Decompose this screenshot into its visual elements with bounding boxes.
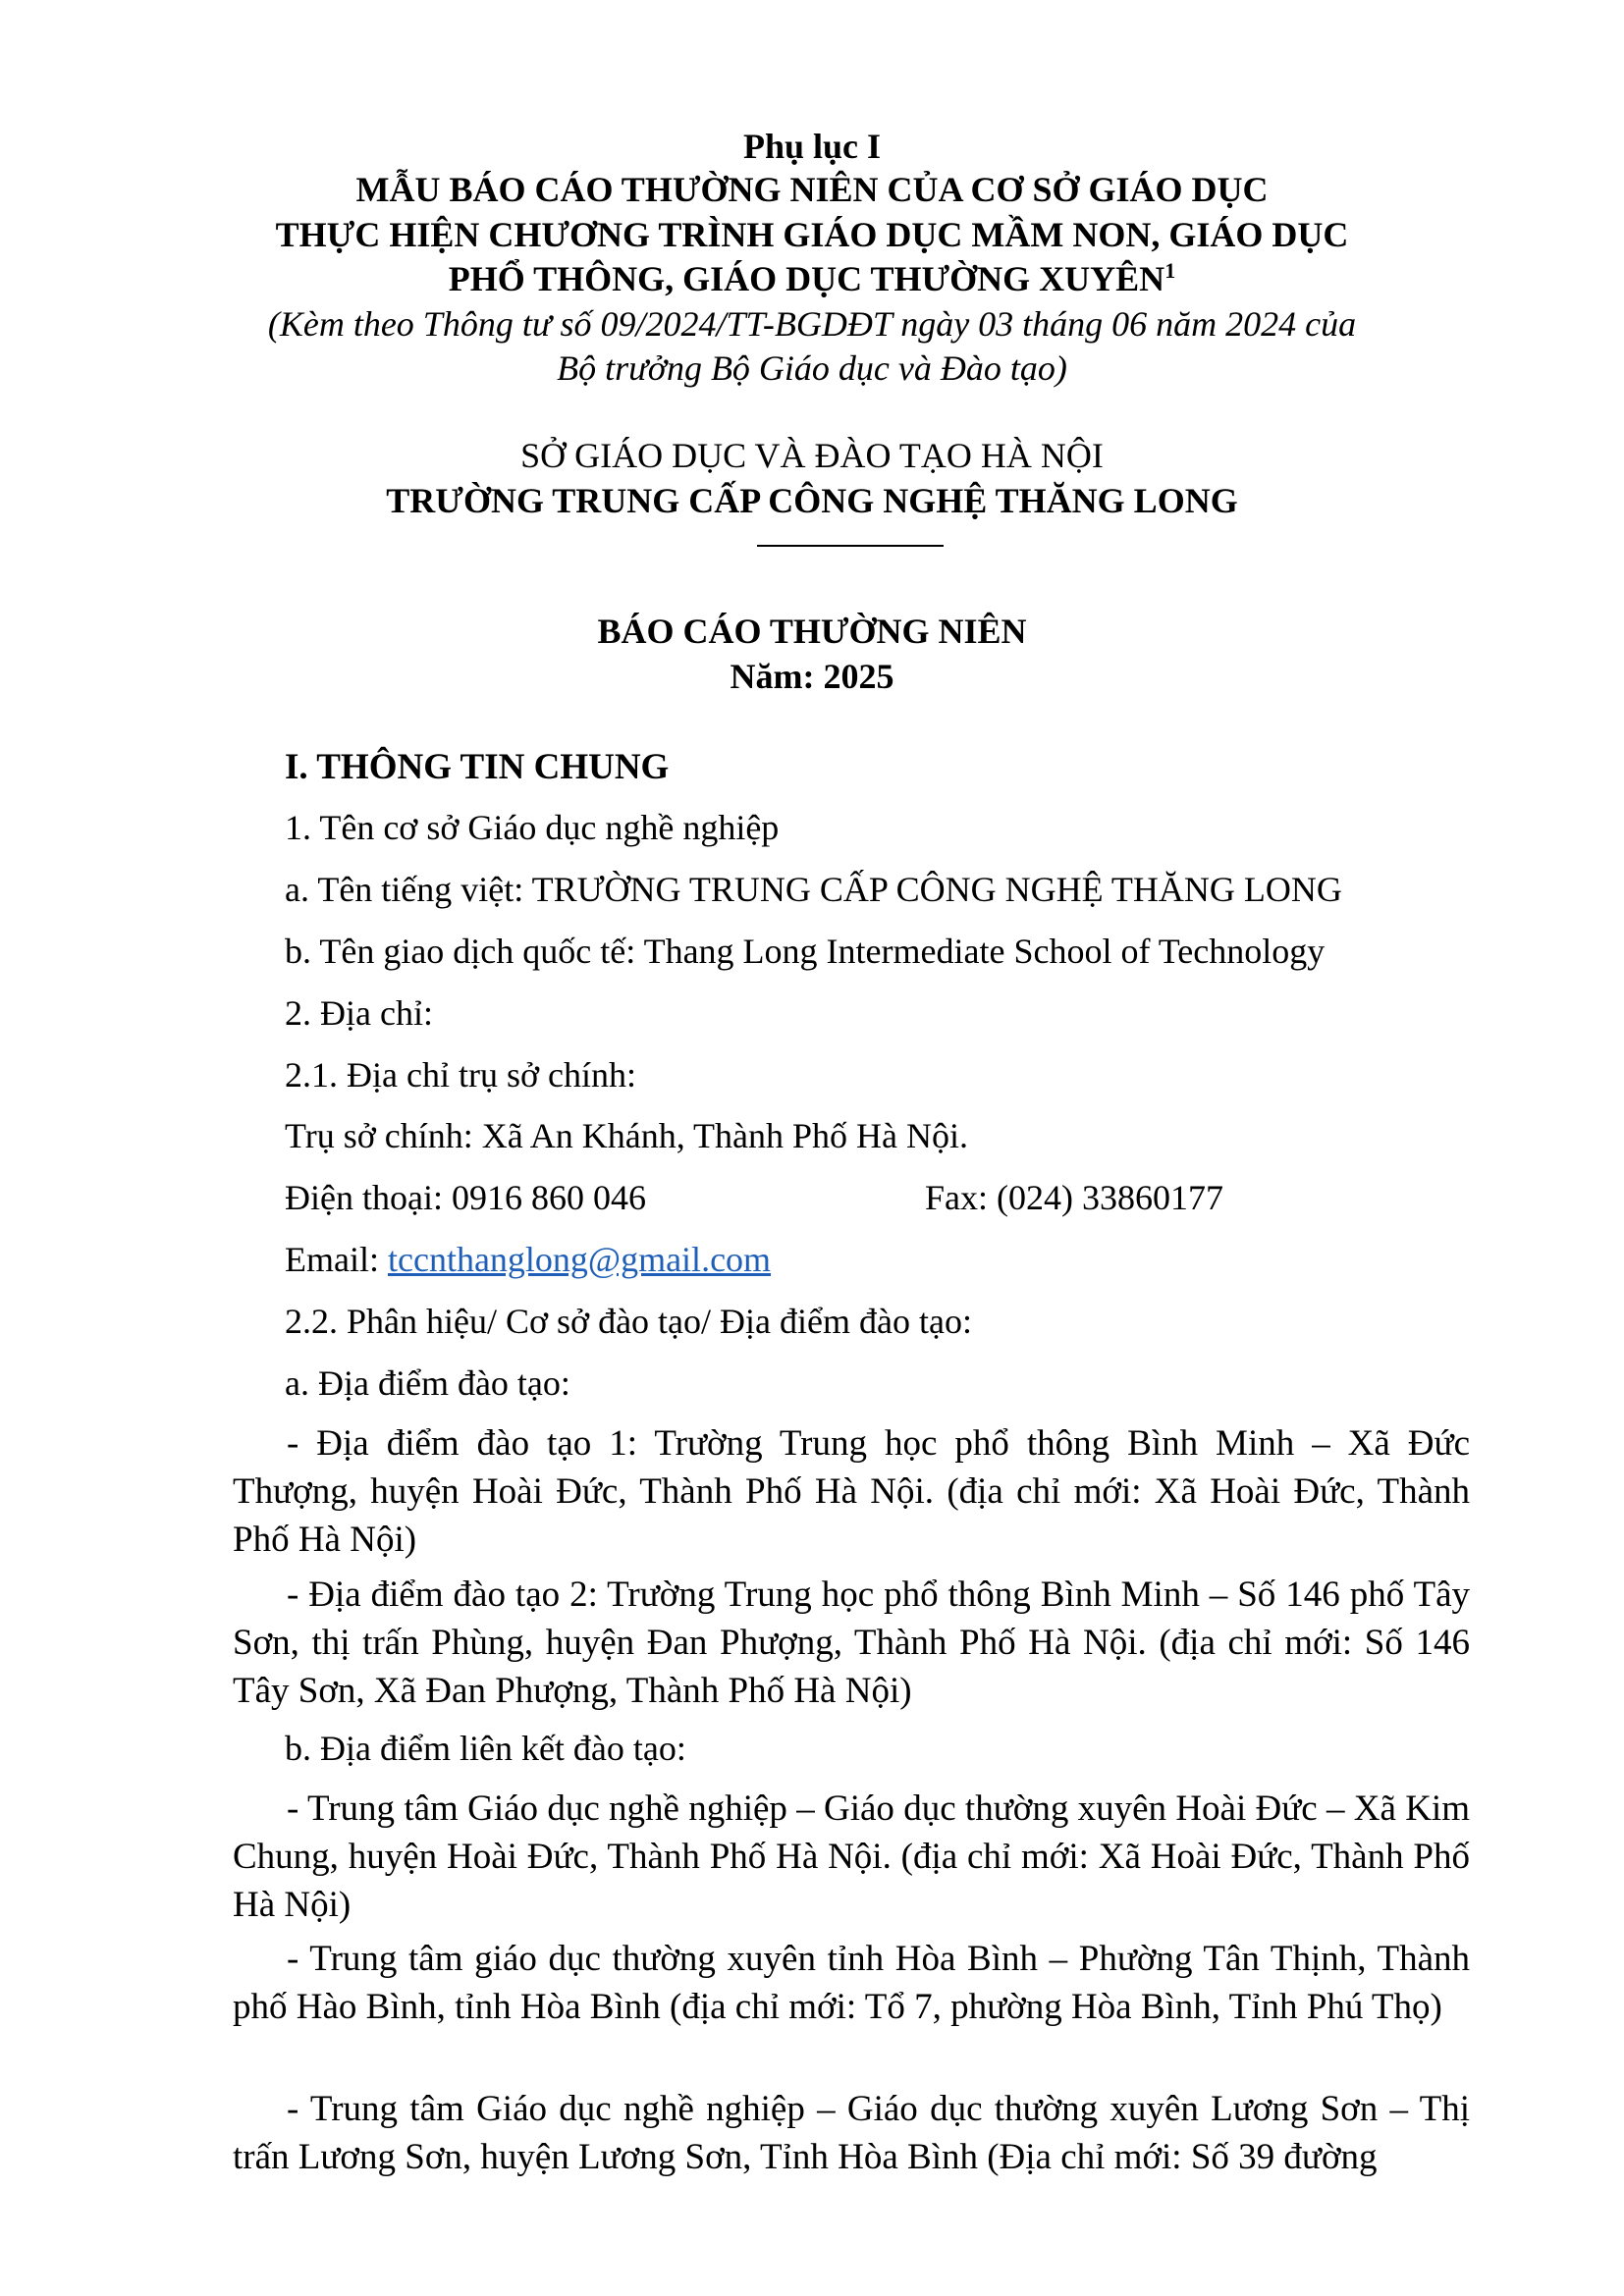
school-name: TRƯỜNG TRUNG CẤP CÔNG NGHỆ THĂNG LONG: [386, 481, 1238, 520]
training-site-2: - Địa điểm đào tạo 2: Trường Trung học phổ thông Bình Minh – Số 146 phố Tây Sơn, thị trấn Phùng, huyện Đan Phượng, Thành Phố Hà Nội. (địa chỉ mới: Số 146 Tây Sơn, Xã Đan Phượng, Thành Phố Hà Nội): [233, 1575, 1470, 1711]
appendix-label: Phụ lục I: [742, 127, 882, 166]
department-name: SỞ GIÁO DỤC VÀ ĐÀO TẠO HÀ NỘI: [520, 436, 1104, 475]
headquarters-address: Trụ sở chính: Xã An Khánh, Thành Phố Hà Nội.: [285, 1116, 969, 1155]
section-heading: I. THÔNG TIN CHUNG: [285, 747, 670, 787]
footnote-mark[interactable]: 1: [1164, 258, 1176, 283]
report-year: Năm: 2025: [730, 657, 894, 696]
partner-site-1: - Trung tâm Giáo dục nghề nghiệp – Giáo dục thường xuyên Hoài Đức – Xã Kim Chung, huyện Hoài Đức, Thành Phố Hà Nội. (địa chỉ mới: Xã Hoài Đức, Thành Phố Hà Nội): [233, 1789, 1470, 1925]
item-2: 2. Địa chỉ:: [285, 993, 433, 1033]
title-line-1: MẪU BÁO CÁO THƯỜNG NIÊN CỦA CƠ SỞ GIÁO DỤC: [355, 170, 1269, 209]
item-2-1: 2.1. Địa chỉ trụ sở chính:: [285, 1055, 636, 1095]
partner-site-3: - Trung tâm Giáo dục nghề nghiệp – Giáo dục thường xuyên Lương Sơn – Thị trấn Lương Sơn, huyện Lương Sơn, Tỉnh Hòa Bình (Địa chỉ mới: Số 39 đường: [233, 2089, 1470, 2177]
partner-sites-label: b. Địa điểm liên kết đào tạo:: [285, 1729, 686, 1768]
name-vietnamese: a. Tên tiếng việt: TRƯỜNG TRUNG CẤP CÔNG NGHỆ THĂNG LONG: [285, 870, 1342, 909]
title-line-3-text: PHỔ THÔNG, GIÁO DỤC THƯỜNG XUYÊN: [448, 259, 1165, 298]
email-row: [285, 1239, 771, 1280]
name-international: b. Tên giao dịch quốc tế: Thang Long Intermediate School of Technology: [285, 932, 1326, 971]
fax-number: Fax: (024) 33860177: [925, 1178, 1223, 1217]
phone-number: Điện thoại: 0916 860 046: [285, 1178, 646, 1217]
title-line-3: [0, 258, 1624, 299]
item-1: 1. Tên cơ sở Giáo dục nghề nghiệp: [285, 808, 780, 847]
partner-site-2: - Trung tâm giáo dục thường xuyên tỉnh Hòa Bình – Phường Tân Thịnh, Thành phố Hào Bình, tỉnh Hòa Bình (địa chỉ mới: Tổ 7, phường Hòa Bình, Tỉnh Phú Thọ): [233, 1939, 1470, 2027]
title-line-2: THỰC HIỆN CHƯƠNG TRÌNH GIÁO DỤC MẦM NON, GIÁO DỤC: [275, 215, 1349, 254]
email-label: Email:: [285, 1240, 388, 1279]
training-sites-label: a. Địa điểm đào tạo:: [285, 1363, 570, 1403]
note-line-1: (Kèm theo Thông tư số 09/2024/TT-BGDĐT ngày 03 tháng 06 năm 2024 của: [267, 304, 1357, 344]
note-line-2: Bộ trưởng Bộ Giáo dục và Đào tạo): [557, 348, 1067, 388]
item-2-2: 2.2. Phân hiệu/ Cơ sở đào tạo/ Địa điểm đào tạo:: [285, 1302, 972, 1341]
email-link[interactable]: tccnthanglong@gmail.com: [387, 1240, 772, 1279]
header-divider: [757, 545, 944, 547]
report-title: BÁO CÁO THƯỜNG NIÊN: [597, 612, 1027, 651]
training-site-1: - Địa điểm đào tạo 1: Trường Trung học phổ thông Bình Minh – Xã Đức Thượng, huyện Hoài Đức, Thành Phố Hà Nội. (địa chỉ mới: Xã Hoài Đức, Thành Phố Hà Nội): [233, 1423, 1470, 1560]
